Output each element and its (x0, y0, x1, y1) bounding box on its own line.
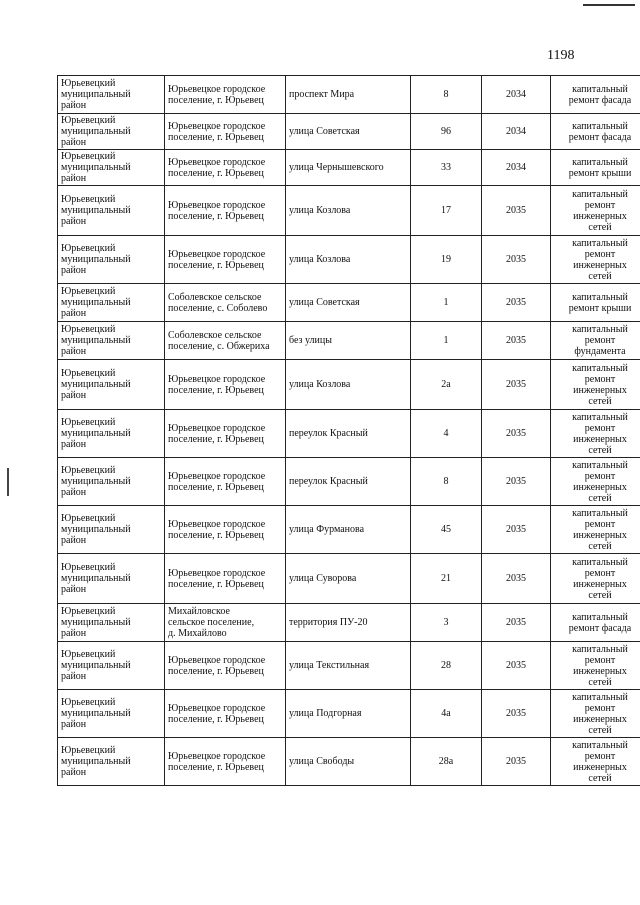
street-cell (286, 506, 411, 554)
district-cell (58, 150, 165, 186)
year-cell (482, 150, 551, 186)
scan-margin-mark (7, 468, 9, 496)
street-cell (286, 150, 411, 186)
year-cell-text: 2035 (506, 297, 526, 308)
work-type-cell (551, 690, 640, 738)
street-cell-text: улица Советская (289, 126, 360, 137)
settlement-cell (165, 360, 286, 410)
street-cell-text: улица Козлова (289, 254, 351, 265)
house-number-cell (411, 642, 482, 690)
work-type-cell (551, 554, 640, 604)
street-cell (286, 360, 411, 410)
street-cell-text: улица Козлова (289, 379, 351, 390)
house-number-cell-text: 8 (443, 89, 449, 100)
work-type-cell-text: капитальный ремонт фасада (568, 611, 632, 634)
settlement-cell-text: Юрьевецкое городское поселение, г. Юрьевец (168, 248, 266, 271)
work-type-cell (551, 322, 640, 360)
street-cell (286, 284, 411, 322)
street-cell (286, 410, 411, 458)
district-cell (58, 410, 165, 458)
work-type-cell-text: капитальный ремонт крыши (568, 156, 632, 179)
house-number-cell (411, 554, 482, 604)
year-cell (482, 284, 551, 322)
work-type-cell (551, 738, 640, 786)
street-cell-text: переулок Красный (289, 476, 368, 487)
district-cell (58, 76, 165, 114)
year-cell (482, 236, 551, 284)
settlement-cell-text: Соболевское сельское поселение, с. Соболево (168, 291, 268, 314)
house-number-cell-text: 1 (443, 335, 449, 346)
year-cell-text: 2035 (506, 660, 526, 671)
settlement-cell-text: Юрьевецкое городское поселение, г. Юрьевец (168, 470, 266, 493)
house-number-cell-text: 4а (441, 708, 451, 719)
repair-schedule-table (57, 75, 640, 786)
year-cell (482, 506, 551, 554)
work-type-cell (551, 410, 640, 458)
year-cell-text: 2035 (506, 756, 526, 767)
table-body (58, 76, 640, 786)
house-number-cell-text: 45 (441, 524, 451, 535)
street-cell-text: улица Козлова (289, 205, 351, 216)
street-cell (286, 738, 411, 786)
settlement-cell (165, 642, 286, 690)
street-cell (286, 236, 411, 284)
year-cell-text: 2035 (506, 617, 526, 628)
year-cell (482, 458, 551, 506)
house-number-cell (411, 360, 482, 410)
table-row (58, 322, 640, 360)
street-cell-text: улица Чернышевского (289, 162, 384, 173)
district-cell-text: Юрьевецкий муниципальный район (61, 243, 131, 276)
work-type-cell (551, 114, 640, 150)
house-number-cell-text: 2а (441, 379, 451, 390)
district-cell (58, 236, 165, 284)
district-cell (58, 642, 165, 690)
table-row (58, 738, 640, 786)
house-number-cell-text: 33 (441, 162, 451, 173)
settlement-cell (165, 604, 286, 642)
street-cell-text: улица Текстильная (289, 660, 370, 671)
house-number-cell (411, 458, 482, 506)
table-row (58, 150, 640, 186)
settlement-cell-text: Юрьевецкое городское поселение, г. Юрьевец (168, 199, 266, 222)
year-cell-text: 2035 (506, 476, 526, 487)
table-row (58, 284, 640, 322)
work-type-cell (551, 76, 640, 114)
house-number-cell (411, 322, 482, 360)
settlement-cell-text: Юрьевецкое городское поселение, г. Юрьевец (168, 422, 266, 445)
work-type-cell (551, 284, 640, 322)
work-type-cell-text: капитальный ремонт инженерных сетей (572, 411, 628, 456)
table-row (58, 506, 640, 554)
work-type-cell-text: капитальный ремонт инженерных сетей (572, 739, 628, 784)
settlement-cell (165, 284, 286, 322)
work-type-cell-text: капитальный ремонт крыши (568, 291, 632, 314)
street-cell-text: улица Фурманова (289, 524, 365, 535)
house-number-cell-text: 96 (441, 126, 451, 137)
work-type-cell (551, 360, 640, 410)
house-number-cell-text: 19 (441, 254, 451, 265)
street-cell (286, 690, 411, 738)
street-cell (286, 76, 411, 114)
year-cell (482, 604, 551, 642)
work-type-cell (551, 642, 640, 690)
work-type-cell-text: капитальный ремонт инженерных сетей (572, 691, 628, 736)
settlement-cell-text: Юрьевецкое городское поселение, г. Юрьевец (168, 83, 266, 106)
house-number-cell-text: 3 (443, 617, 449, 628)
district-cell (58, 360, 165, 410)
table-row (58, 186, 640, 236)
district-cell-text: Юрьевецкий муниципальный район (61, 286, 131, 319)
year-cell (482, 554, 551, 604)
district-cell-text: Юрьевецкий муниципальный район (61, 649, 131, 682)
house-number-cell-text: 17 (441, 205, 451, 216)
settlement-cell (165, 322, 286, 360)
house-number-cell-text: 28 (441, 660, 451, 671)
street-cell (286, 604, 411, 642)
street-cell (286, 114, 411, 150)
year-cell-text: 2035 (506, 335, 526, 346)
district-cell (58, 114, 165, 150)
settlement-cell-text: Юрьевецкое городское поселение, г. Юрьевец (168, 120, 266, 143)
year-cell-text: 2035 (506, 254, 526, 265)
district-cell-text: Юрьевецкий муниципальный район (61, 151, 131, 184)
street-cell-text: улица Подгорная (289, 708, 362, 719)
street-cell-text: без улицы (289, 335, 332, 346)
settlement-cell (165, 690, 286, 738)
settlement-cell (165, 506, 286, 554)
settlement-cell (165, 458, 286, 506)
house-number-cell-text: 4 (443, 428, 449, 439)
house-number-cell (411, 114, 482, 150)
street-cell (286, 554, 411, 604)
district-cell (58, 186, 165, 236)
street-cell-text: улица Свободы (289, 756, 355, 767)
street-cell (286, 322, 411, 360)
district-cell (58, 284, 165, 322)
year-cell-text: 2034 (506, 162, 526, 173)
settlement-cell (165, 738, 286, 786)
street-cell (286, 458, 411, 506)
year-cell (482, 738, 551, 786)
settlement-cell (165, 236, 286, 284)
district-cell-text: Юрьевецкий муниципальный район (61, 697, 131, 730)
street-cell-text: переулок Красный (289, 428, 368, 439)
district-cell (58, 604, 165, 642)
district-cell-text: Юрьевецкий муниципальный район (61, 368, 131, 401)
year-cell (482, 642, 551, 690)
house-number-cell (411, 150, 482, 186)
year-cell (482, 690, 551, 738)
page-number: 1198 (547, 48, 575, 63)
year-cell (482, 114, 551, 150)
district-cell-text: Юрьевецкий муниципальный район (61, 417, 131, 450)
year-cell-text: 2035 (506, 428, 526, 439)
house-number-cell (411, 410, 482, 458)
year-cell (482, 360, 551, 410)
district-cell (58, 554, 165, 604)
year-cell (482, 322, 551, 360)
district-cell-text: Юрьевецкий муниципальный район (61, 115, 131, 148)
district-cell-text: Юрьевецкий муниципальный район (61, 562, 131, 595)
settlement-cell (165, 186, 286, 236)
work-type-cell-text: капитальный ремонт инженерных сетей (572, 459, 628, 504)
settlement-cell-text: Юрьевецкое городское поселение, г. Юрьевец (168, 518, 266, 541)
work-type-cell-text: капитальный ремонт инженерных сетей (572, 643, 628, 688)
district-cell-text: Юрьевецкий муниципальный район (61, 745, 131, 778)
year-cell-text: 2035 (506, 205, 526, 216)
district-cell-text: Юрьевецкий муниципальный район (61, 465, 131, 498)
scan-corner-mark (583, 4, 635, 6)
work-type-cell (551, 506, 640, 554)
year-cell-text: 2035 (506, 524, 526, 535)
house-number-cell (411, 506, 482, 554)
table-row (58, 360, 640, 410)
district-cell (58, 458, 165, 506)
street-cell (286, 642, 411, 690)
house-number-cell-text: 28а (438, 756, 454, 767)
house-number-cell (411, 604, 482, 642)
district-cell (58, 322, 165, 360)
house-number-cell (411, 738, 482, 786)
work-type-cell-text: капитальный ремонт фундамента (572, 324, 628, 357)
settlement-cell-text: Юрьевецкое городское поселение, г. Юрьевец (168, 750, 266, 773)
district-cell (58, 506, 165, 554)
settlement-cell-text: Соболевское сельское поселение, с. Обжериха (168, 329, 270, 352)
year-cell-text: 2035 (506, 379, 526, 390)
settlement-cell-text: Юрьевецкое городское поселение, г. Юрьевец (168, 702, 266, 725)
table-row (58, 114, 640, 150)
district-cell-text: Юрьевецкий муниципальный район (61, 194, 131, 227)
street-cell-text: проспект Мира (289, 89, 355, 100)
house-number-cell-text: 8 (443, 476, 449, 487)
year-cell-text: 2035 (506, 573, 526, 584)
work-type-cell (551, 236, 640, 284)
house-number-cell (411, 690, 482, 738)
table-row (58, 554, 640, 604)
year-cell-text: 2035 (506, 708, 526, 719)
settlement-cell-text: Михайловское сельское поселение, д. Михайлово (168, 606, 255, 639)
house-number-cell (411, 186, 482, 236)
work-type-cell-text: капитальный ремонт инженерных сетей (572, 362, 628, 407)
work-type-cell-text: капитальный ремонт инженерных сетей (572, 188, 628, 233)
table-row (58, 410, 640, 458)
settlement-cell-text: Юрьевецкое городское поселение, г. Юрьевец (168, 373, 266, 396)
street-cell-text: территория ПУ-20 (289, 617, 368, 628)
year-cell-text: 2034 (506, 89, 526, 100)
house-number-cell-text: 21 (441, 573, 451, 584)
street-cell-text: улица Суворова (289, 573, 357, 584)
work-type-cell-text: капитальный ремонт инженерных сетей (572, 556, 628, 601)
settlement-cell (165, 410, 286, 458)
work-type-cell (551, 458, 640, 506)
house-number-cell (411, 236, 482, 284)
table-row (58, 604, 640, 642)
year-cell (482, 76, 551, 114)
district-cell (58, 738, 165, 786)
district-cell-text: Юрьевецкий муниципальный район (61, 513, 131, 546)
settlement-cell-text: Юрьевецкое городское поселение, г. Юрьевец (168, 567, 266, 590)
street-cell-text: улица Советская (289, 297, 360, 308)
table-row (58, 236, 640, 284)
work-type-cell (551, 186, 640, 236)
house-number-cell (411, 76, 482, 114)
settlement-cell (165, 114, 286, 150)
district-cell-text: Юрьевецкий муниципальный район (61, 606, 131, 639)
year-cell (482, 186, 551, 236)
year-cell-text: 2034 (506, 126, 526, 137)
district-cell-text: Юрьевецкий муниципальный район (61, 324, 131, 357)
settlement-cell (165, 150, 286, 186)
work-type-cell-text: капитальный ремонт инженерных сетей (572, 507, 628, 552)
district-cell (58, 690, 165, 738)
table-row (58, 642, 640, 690)
work-type-cell-text: капитальный ремонт фасада (568, 120, 632, 143)
work-type-cell-text: капитальный ремонт фасада (568, 83, 632, 106)
house-number-cell-text: 1 (443, 297, 449, 308)
work-type-cell (551, 150, 640, 186)
table-row (58, 690, 640, 738)
street-cell (286, 186, 411, 236)
house-number-cell (411, 284, 482, 322)
table-row (58, 76, 640, 114)
settlement-cell (165, 76, 286, 114)
year-cell (482, 410, 551, 458)
work-type-cell (551, 604, 640, 642)
settlement-cell (165, 554, 286, 604)
table-row (58, 458, 640, 506)
settlement-cell-text: Юрьевецкое городское поселение, г. Юрьевец (168, 156, 266, 179)
work-type-cell-text: капитальный ремонт инженерных сетей (572, 237, 628, 282)
district-cell-text: Юрьевецкий муниципальный район (61, 78, 131, 111)
settlement-cell-text: Юрьевецкое городское поселение, г. Юрьевец (168, 654, 266, 677)
